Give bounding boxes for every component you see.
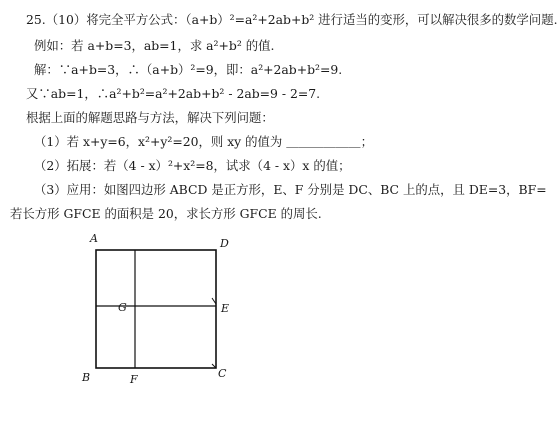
- question-1: （1）若 x+y=6，x²+y²=20，则 xy 的值为 ＿＿＿＿＿＿；: [34, 134, 373, 149]
- question-3-line-2: 若长方形 GFCE 的面积是 20，求长方形 GFCE 的周长.: [10, 206, 322, 221]
- label-a: A: [90, 232, 98, 245]
- label-f: F: [130, 373, 138, 386]
- label-b: B: [82, 371, 91, 384]
- label-c: C: [218, 367, 227, 380]
- instruction-line: 根据上面的解题思路与方法，解决下列问题：: [26, 110, 274, 125]
- label-e: E: [221, 302, 230, 315]
- question-2: （2）拓展：若（4 - x）²+x²=8，试求（4 - x）x 的值；: [34, 158, 351, 173]
- solution-line-2: 又∵ab=1，∴a²+b²=a²+2ab+b² - 2ab=9 - 2=7.: [26, 86, 321, 101]
- label-g: G: [118, 301, 127, 314]
- question-3-line-1: （3）应用：如图四边形 ABCD 是正方形，E、F 分别是 DC、BC 上的点，且 DE=3，BF=: [34, 182, 547, 197]
- problem-intro: 25.（10）将完全平方公式：（a+b）²=a²+2ab+b² 进行适当的变形，可以解决很多的数学问题.: [26, 12, 558, 27]
- solution-line-1: 解：∵a+b=3，∴（a+b）²=9，即：a²+2ab+b²=9.: [34, 62, 343, 77]
- square-figure: [70, 228, 250, 388]
- example-line: 例如：若 a+b=3，ab=1，求 a²+b² 的值.: [34, 38, 275, 53]
- label-d: D: [220, 237, 229, 250]
- square-abcd: [96, 250, 216, 368]
